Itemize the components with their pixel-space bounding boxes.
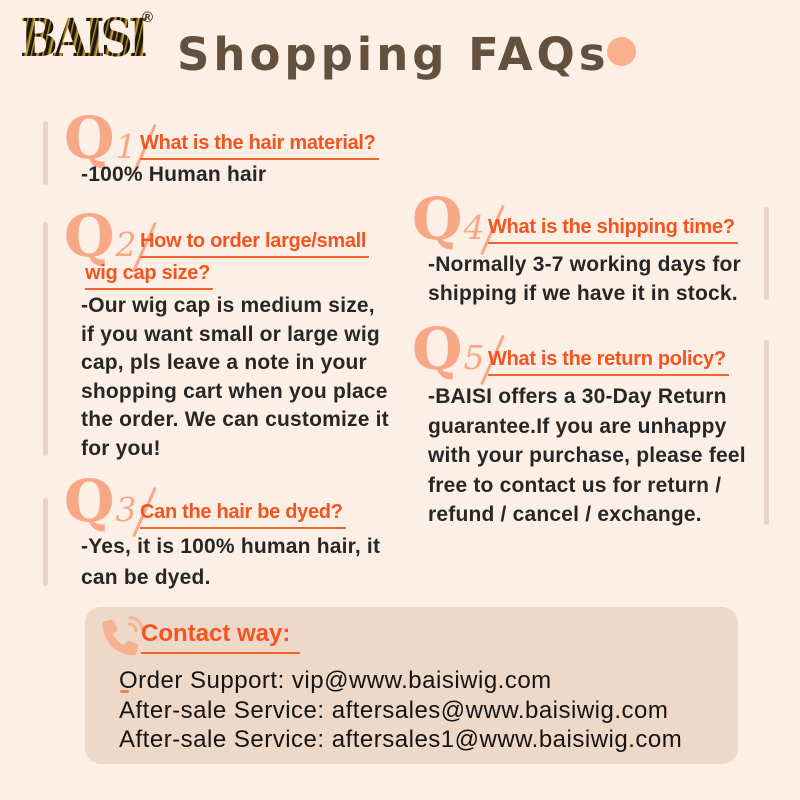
q4-number: 4 bbox=[463, 208, 485, 247]
q2-answer-line: -Our wig cap is medium size, bbox=[81, 294, 375, 317]
contact-line-aftersale-2: After-sale Service: aftersales1@www.baisiwig.com bbox=[119, 726, 683, 753]
q2-answer-line: the order. We can customize it bbox=[81, 408, 389, 431]
q3-badge bbox=[64, 467, 146, 535]
q4-answer bbox=[428, 250, 741, 308]
q2-answer bbox=[81, 292, 389, 463]
q3-question: Can the hair be dyed? bbox=[140, 501, 346, 529]
q2-letter: Q bbox=[64, 202, 115, 270]
q4-question: What is the shipping time? bbox=[488, 216, 738, 244]
q4-letter: Q bbox=[412, 185, 463, 253]
q5-number: 5 bbox=[463, 338, 485, 377]
q5-letter: Q bbox=[412, 315, 463, 383]
divider-bar-q2 bbox=[43, 222, 48, 456]
q5-question: What is the return policy? bbox=[488, 348, 729, 376]
q4-answer-line: shipping if we have it in stock. bbox=[428, 282, 738, 305]
q2-badge bbox=[64, 202, 146, 270]
q3-letter: Q bbox=[64, 467, 115, 535]
page-title: Shopping FAQs bbox=[177, 28, 610, 81]
q2-answer-line: cap, pls leave a note in your bbox=[81, 351, 367, 374]
q5-answer-line: refund / cancel / exchange. bbox=[428, 503, 702, 526]
q5-badge bbox=[412, 315, 494, 383]
divider-bar-q3 bbox=[43, 498, 48, 586]
divider-bar-q4 bbox=[764, 207, 769, 300]
contact-line-aftersale-1: After-sale Service: aftersales@www.baisiwig.com bbox=[119, 696, 669, 724]
title-accent-dot bbox=[607, 37, 636, 66]
q2-question-line1: How to order large/small bbox=[140, 230, 369, 258]
brand-logo bbox=[20, 10, 166, 68]
q5-answer-line: free to contact us for return / bbox=[428, 473, 722, 497]
brand-logo-text: BAISI bbox=[20, 8, 146, 69]
registered-trademark-icon: ® bbox=[142, 9, 154, 26]
q5-answer bbox=[428, 382, 746, 530]
q2-answer-line: shopping cart when you place bbox=[81, 379, 388, 403]
q2-answer-line: if you want small or large wig bbox=[81, 322, 380, 346]
q1-question: What is the hair material? bbox=[140, 132, 379, 160]
q3-number: 3 bbox=[115, 490, 137, 529]
contact-heading: Contact way: bbox=[141, 620, 300, 654]
q3-answer-line: can be dyed. bbox=[81, 566, 211, 589]
q1-badge bbox=[64, 104, 146, 172]
divider-bar-q1 bbox=[43, 121, 48, 185]
divider-bar-q5 bbox=[764, 340, 769, 525]
q5-answer-line: guarantee.If you are unhappy bbox=[428, 414, 727, 438]
q4-badge bbox=[412, 185, 494, 253]
q3-answer-line: -Yes, it is 100% human hair, it bbox=[81, 535, 381, 558]
q5-answer-line: with your purchase, please feel bbox=[428, 444, 746, 467]
q4-answer-line: -Normally 3-7 working days for bbox=[428, 253, 741, 276]
q2-number: 2 bbox=[115, 225, 137, 264]
q1-answer-line: -100% Human hair bbox=[81, 163, 267, 186]
q5-answer-line: -BAISI offers a 30-Day Return bbox=[428, 385, 727, 408]
q1-answer bbox=[81, 160, 266, 189]
contact-lines bbox=[119, 666, 682, 755]
q1-number: 1 bbox=[115, 127, 137, 166]
q2-answer-line: for you! bbox=[81, 436, 161, 460]
q2-question-line2: wig cap size? bbox=[85, 262, 213, 290]
contact-line-order-support: Order Support: vip@www.baisiwig.com bbox=[119, 667, 552, 694]
q3-answer bbox=[81, 531, 380, 593]
q1-letter: Q bbox=[64, 104, 115, 172]
